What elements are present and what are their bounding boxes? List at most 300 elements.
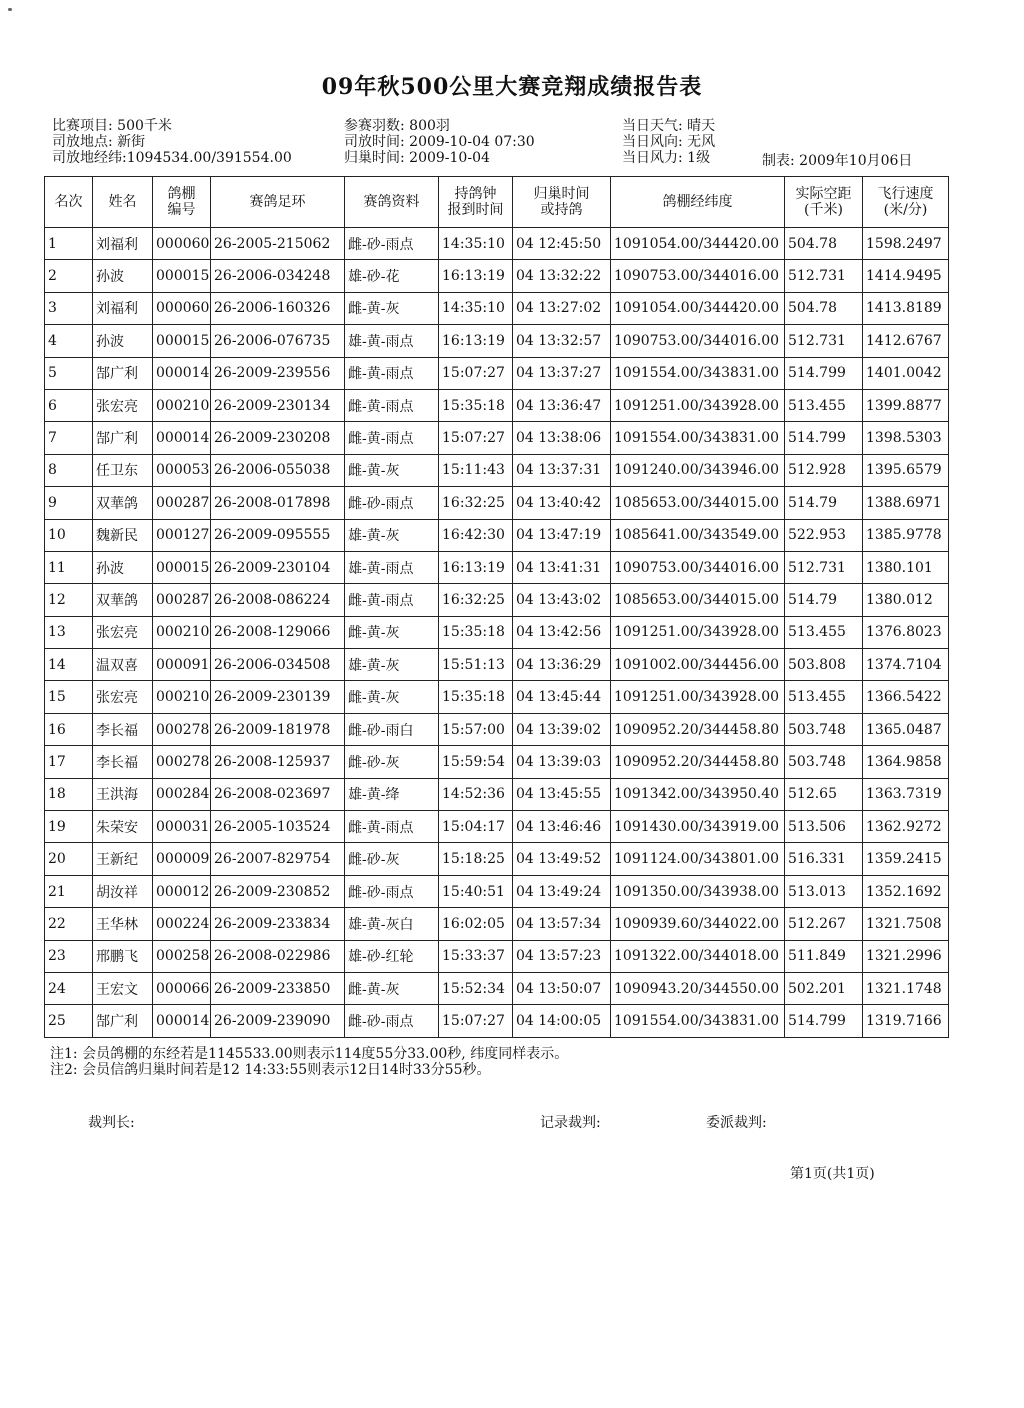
ring-cell: 26-2009-230208 [211, 422, 345, 454]
coordinates-cell: 1090939.60/344022.00 [611, 908, 785, 940]
loft-id-cell: 000287 [153, 487, 211, 519]
arrival-time-cell: 04 13:50:07 [513, 972, 611, 1004]
arrival-time-cell: 04 13:45:44 [513, 681, 611, 713]
loft-id-cell: 000224 [153, 908, 211, 940]
clock-time-cell: 15:35:18 [439, 389, 513, 421]
rank-cell: 7 [45, 422, 93, 454]
coordinates-cell: 1091240.00/343946.00 [611, 454, 785, 486]
name-cell: 孙波 [93, 325, 153, 357]
rank-cell: 2 [45, 260, 93, 292]
race-item: 比赛项目: 500千米 [52, 118, 172, 134]
distance-cell: 512.731 [785, 551, 863, 583]
coordinates-cell: 1090753.00/344016.00 [611, 260, 785, 292]
loft-id-cell: 000210 [153, 681, 211, 713]
loft-id-cell: 000014 [153, 422, 211, 454]
rank-cell: 10 [45, 519, 93, 551]
clock-time-cell: 16:13:19 [439, 325, 513, 357]
ring-cell: 26-2009-239090 [211, 1005, 345, 1037]
header-line: 赛鸽足环 [249, 194, 306, 210]
clock-time-cell: 14:52:36 [439, 778, 513, 810]
speed-cell: 1399.8877 [863, 389, 949, 421]
release-location: 司放地点: 新街 [52, 134, 146, 150]
table-row [45, 487, 949, 519]
clock-time-cell: 16:32:25 [439, 584, 513, 616]
loft-id-cell: 000127 [153, 519, 211, 551]
note-1: 注1: 会员鸽棚的东经若是1145533.00则表示114度55分33.00秒, 纬度同样表示。 [50, 1046, 569, 1062]
results-table [44, 176, 949, 1038]
name-cell: 双華鸽 [93, 584, 153, 616]
arrival-time-cell: 04 13:57:34 [513, 908, 611, 940]
clock-time-cell: 15:52:34 [439, 972, 513, 1004]
made-by-date: 制表: 2009年10月06日 [762, 153, 913, 169]
info-column-race [52, 118, 292, 166]
speed-cell: 1366.5422 [863, 681, 949, 713]
arrival-time-cell: 04 13:36:29 [513, 649, 611, 681]
header-rank [45, 177, 93, 228]
arrival-time-cell: 04 12:45:50 [513, 228, 611, 260]
clock-time-cell: 15:18:25 [439, 843, 513, 875]
speed-cell: 1385.9778 [863, 519, 949, 551]
distance-cell: 514.799 [785, 357, 863, 389]
bird-info-cell: 雌-黄-雨点 [345, 357, 439, 389]
coordinates-cell: 1091322.00/344018.00 [611, 940, 785, 972]
rank-cell: 12 [45, 584, 93, 616]
ring-cell: 26-2008-125937 [211, 746, 345, 778]
distance-cell: 512.928 [785, 454, 863, 486]
loft-id-cell: 000014 [153, 357, 211, 389]
header-line: 归巢时间 [533, 186, 590, 202]
name-cell: 张宏亮 [93, 616, 153, 648]
table-header-row [45, 177, 949, 228]
scan-speck [8, 8, 12, 11]
loft-id-cell: 000015 [153, 260, 211, 292]
bird-info-cell: 雌-砂-雨点 [345, 228, 439, 260]
name-cell: 任卫东 [93, 454, 153, 486]
rank-cell: 21 [45, 875, 93, 907]
distance-cell: 512.267 [785, 908, 863, 940]
clock-time-cell: 15:11:43 [439, 454, 513, 486]
name-cell: 朱荣安 [93, 811, 153, 843]
coordinates-cell: 1090952.20/344458.80 [611, 713, 785, 745]
loft-id-cell: 000053 [153, 454, 211, 486]
info-column-weather [622, 118, 715, 166]
distance-cell: 511.849 [785, 940, 863, 972]
speed-cell: 1401.0042 [863, 357, 949, 389]
coordinates-cell: 1090943.20/344550.00 [611, 972, 785, 1004]
arrival-time-cell: 04 13:49:52 [513, 843, 611, 875]
ring-cell: 26-2008-086224 [211, 584, 345, 616]
page-number: 第1页(共1页) [790, 1166, 875, 1182]
arrival-time-cell: 04 13:32:22 [513, 260, 611, 292]
distance-cell: 514.799 [785, 422, 863, 454]
loft-id-cell: 000278 [153, 746, 211, 778]
table-row [45, 940, 949, 972]
rank-cell: 8 [45, 454, 93, 486]
loft-id-cell: 000284 [153, 778, 211, 810]
loft-id-cell: 000060 [153, 228, 211, 260]
table-row [45, 454, 949, 486]
header-line: 编号 [167, 202, 196, 218]
ring-cell: 26-2008-129066 [211, 616, 345, 648]
distance-cell: 512.731 [785, 260, 863, 292]
table-row [45, 389, 949, 421]
loft-id-cell: 000012 [153, 875, 211, 907]
clock-time-cell: 15:07:27 [439, 357, 513, 389]
name-cell: 孙波 [93, 551, 153, 583]
loft-id-cell: 000066 [153, 972, 211, 1004]
bird-info-cell: 雄-黄-灰 [345, 519, 439, 551]
loft-id-cell: 000210 [153, 389, 211, 421]
distance-cell: 513.455 [785, 681, 863, 713]
arrival-time-cell: 04 13:36:47 [513, 389, 611, 421]
arrival-time-cell: 04 13:45:55 [513, 778, 611, 810]
name-cell: 刘福利 [93, 228, 153, 260]
header-line: (千米) [804, 202, 843, 218]
header-line: 飞行速度 [877, 186, 934, 202]
clock-time-cell: 14:35:10 [439, 228, 513, 260]
distance-cell: 503.808 [785, 649, 863, 681]
release-coordinates: 司放地经纬:1094534.00/391554.00 [52, 150, 292, 166]
loft-id-cell: 000287 [153, 584, 211, 616]
recording-referee-label: 记录裁判: [540, 1115, 601, 1131]
distance-cell: 514.79 [785, 584, 863, 616]
coordinates-cell: 1090753.00/344016.00 [611, 551, 785, 583]
clock-time-cell: 16:42:30 [439, 519, 513, 551]
header-loft-coordinates [611, 177, 785, 228]
clock-time-cell: 15:57:00 [439, 713, 513, 745]
loft-id-cell: 000091 [153, 649, 211, 681]
loft-id-cell: 000015 [153, 551, 211, 583]
loft-id-cell: 000210 [153, 616, 211, 648]
header-line: 鸽棚经纬度 [662, 194, 733, 210]
distance-cell: 512.65 [785, 778, 863, 810]
bird-info-cell: 雄-砂-花 [345, 260, 439, 292]
loft-id-cell: 000060 [153, 292, 211, 324]
ring-cell: 26-2005-103524 [211, 811, 345, 843]
rank-cell: 20 [45, 843, 93, 875]
name-cell: 张宏亮 [93, 389, 153, 421]
bird-info-cell: 雌-黄-雨点 [345, 584, 439, 616]
coordinates-cell: 1091054.00/344420.00 [611, 292, 785, 324]
coordinates-cell: 1091124.00/343801.00 [611, 843, 785, 875]
name-cell: 胡汝祥 [93, 875, 153, 907]
rank-cell: 18 [45, 778, 93, 810]
bird-info-cell: 雄-黄-灰 [345, 649, 439, 681]
bird-info-cell: 雄-黄-绛 [345, 778, 439, 810]
coordinates-cell: 1091002.00/344456.00 [611, 649, 785, 681]
rank-cell: 5 [45, 357, 93, 389]
bird-info-cell: 雌-砂-雨点 [345, 875, 439, 907]
rank-cell: 11 [45, 551, 93, 583]
header-ring-number [211, 177, 345, 228]
rank-cell: 15 [45, 681, 93, 713]
distance-cell: 503.748 [785, 713, 863, 745]
name-cell: 王新纪 [93, 843, 153, 875]
ring-cell: 26-2008-023697 [211, 778, 345, 810]
table-row [45, 584, 949, 616]
speed-cell: 1413.8189 [863, 292, 949, 324]
ring-cell: 26-2006-076735 [211, 325, 345, 357]
name-cell: 李长福 [93, 713, 153, 745]
name-cell: 王华林 [93, 908, 153, 940]
rank-cell: 4 [45, 325, 93, 357]
rank-cell: 16 [45, 713, 93, 745]
distance-cell: 504.78 [785, 292, 863, 324]
arrival-time-cell: 04 13:46:46 [513, 811, 611, 843]
clock-time-cell: 15:33:37 [439, 940, 513, 972]
rank-cell: 1 [45, 228, 93, 260]
table-row [45, 260, 949, 292]
name-cell: 孙波 [93, 260, 153, 292]
table-row [45, 875, 949, 907]
bird-info-cell: 雌-砂-雨点 [345, 487, 439, 519]
header-arrival-time [513, 177, 611, 228]
distance-cell: 513.455 [785, 616, 863, 648]
weather: 当日天气: 晴天 [622, 118, 716, 134]
coordinates-cell: 1091554.00/343831.00 [611, 1005, 785, 1037]
header-line: 赛鸽资料 [363, 194, 420, 210]
entry-count: 参赛羽数: 800羽 [344, 118, 450, 134]
speed-cell: 1395.6579 [863, 454, 949, 486]
clock-time-cell: 15:07:27 [439, 422, 513, 454]
header-line: 鸽棚 [167, 186, 196, 202]
report-title: 09年秋500公里大赛竞翔成绩报告表 [321, 74, 703, 100]
rank-cell: 6 [45, 389, 93, 421]
arrival-time-cell: 04 13:38:06 [513, 422, 611, 454]
loft-id-cell: 000031 [153, 811, 211, 843]
speed-cell: 1412.6767 [863, 325, 949, 357]
ring-cell: 26-2005-215062 [211, 228, 345, 260]
header-loft-id [153, 177, 211, 228]
arrival-time-cell: 04 13:39:03 [513, 746, 611, 778]
distance-cell: 504.78 [785, 228, 863, 260]
clock-time-cell: 15:07:27 [439, 1005, 513, 1037]
note-2: 注2: 会员信鸽归巢时间若是12 14:33:55则表示12日14时33分55秒。 [50, 1062, 491, 1078]
distance-cell: 503.748 [785, 746, 863, 778]
bird-info-cell: 雌-砂-雨白 [345, 713, 439, 745]
table-row [45, 811, 949, 843]
name-cell: 邢鹏飞 [93, 940, 153, 972]
ring-cell: 26-2009-181978 [211, 713, 345, 745]
rank-cell: 9 [45, 487, 93, 519]
rank-cell: 13 [45, 616, 93, 648]
coordinates-cell: 1091342.00/343950.40 [611, 778, 785, 810]
table-row [45, 422, 949, 454]
coordinates-cell: 1090753.00/344016.00 [611, 325, 785, 357]
bird-info-cell: 雌-砂-灰 [345, 746, 439, 778]
ring-cell: 26-2007-829754 [211, 843, 345, 875]
clock-time-cell: 16:13:19 [439, 551, 513, 583]
arrival-time-cell: 04 13:27:02 [513, 292, 611, 324]
wind-direction: 当日风向: 无风 [622, 134, 716, 150]
header-bird-info [345, 177, 439, 228]
speed-cell: 1365.0487 [863, 713, 949, 745]
header-line: 实际空距 [795, 186, 852, 202]
speed-cell: 1321.1748 [863, 972, 949, 1004]
loft-id-cell: 000258 [153, 940, 211, 972]
ring-cell: 26-2009-230852 [211, 875, 345, 907]
coordinates-cell: 1091251.00/343928.00 [611, 389, 785, 421]
clock-time-cell: 15:35:18 [439, 616, 513, 648]
loft-id-cell: 000278 [153, 713, 211, 745]
arrival-time-cell: 04 13:47:19 [513, 519, 611, 551]
name-cell: 李长福 [93, 746, 153, 778]
name-cell: 魏新民 [93, 519, 153, 551]
ring-cell: 26-2006-034248 [211, 260, 345, 292]
arrival-time-cell: 04 14:00:05 [513, 1005, 611, 1037]
ring-cell: 26-2006-160326 [211, 292, 345, 324]
ring-cell: 26-2009-230104 [211, 551, 345, 583]
ring-cell: 26-2008-017898 [211, 487, 345, 519]
rank-cell: 3 [45, 292, 93, 324]
rank-cell: 24 [45, 972, 93, 1004]
ring-cell: 26-2009-230134 [211, 389, 345, 421]
header-speed [863, 177, 949, 228]
speed-cell: 1414.9495 [863, 260, 949, 292]
arrival-time-cell: 04 13:32:57 [513, 325, 611, 357]
coordinates-cell: 1085641.00/343549.00 [611, 519, 785, 551]
rank-cell: 17 [45, 746, 93, 778]
bird-info-cell: 雌-砂-雨点 [345, 1005, 439, 1037]
bird-info-cell: 雌-黄-灰 [345, 681, 439, 713]
header-line: (米/分) [883, 202, 928, 218]
speed-cell: 1388.6971 [863, 487, 949, 519]
speed-cell: 1364.9858 [863, 746, 949, 778]
name-cell: 郜广利 [93, 422, 153, 454]
distance-cell: 513.455 [785, 389, 863, 421]
clock-time-cell: 15:51:13 [439, 649, 513, 681]
arrival-time-cell: 04 13:57:23 [513, 940, 611, 972]
name-cell: 张宏亮 [93, 681, 153, 713]
distance-cell: 514.79 [785, 487, 863, 519]
bird-info-cell: 雌-黄-雨点 [345, 811, 439, 843]
header-name [93, 177, 153, 228]
header-distance [785, 177, 863, 228]
table-row [45, 551, 949, 583]
rank-cell: 14 [45, 649, 93, 681]
ring-cell: 26-2006-034508 [211, 649, 345, 681]
table-row [45, 843, 949, 875]
header-line: 姓名 [108, 194, 137, 210]
distance-cell: 514.799 [785, 1005, 863, 1037]
table-row [45, 325, 949, 357]
name-cell: 郜广利 [93, 1005, 153, 1037]
clock-time-cell: 15:35:18 [439, 681, 513, 713]
table-row [45, 1005, 949, 1037]
rank-cell: 22 [45, 908, 93, 940]
coordinates-cell: 1085653.00/344015.00 [611, 487, 785, 519]
table-row [45, 292, 949, 324]
info-column-release [344, 118, 535, 166]
bird-info-cell: 雌-黄-灰 [345, 292, 439, 324]
clock-time-cell: 16:02:05 [439, 908, 513, 940]
bird-info-cell: 雄-黄-雨点 [345, 325, 439, 357]
release-time: 司放时间: 2009-10-04 07:30 [344, 134, 535, 150]
name-cell: 刘福利 [93, 292, 153, 324]
chief-referee-label: 裁判长: [88, 1115, 135, 1131]
table-row [45, 681, 949, 713]
coordinates-cell: 1091251.00/343928.00 [611, 616, 785, 648]
speed-cell: 1363.7319 [863, 778, 949, 810]
arrival-time-cell: 04 13:41:31 [513, 551, 611, 583]
arrival-time-cell: 04 13:42:56 [513, 616, 611, 648]
speed-cell: 1380.101 [863, 551, 949, 583]
clock-time-cell: 15:04:17 [439, 811, 513, 843]
table-row [45, 519, 949, 551]
header-line: 报到时间 [447, 202, 504, 218]
rank-cell: 19 [45, 811, 93, 843]
coordinates-cell: 1091554.00/343831.00 [611, 422, 785, 454]
table-row [45, 908, 949, 940]
clock-time-cell: 16:32:25 [439, 487, 513, 519]
name-cell: 王洪海 [93, 778, 153, 810]
arrival-time-cell: 04 13:37:27 [513, 357, 611, 389]
loft-id-cell: 000015 [153, 325, 211, 357]
clock-time-cell: 16:13:19 [439, 260, 513, 292]
table-row [45, 778, 949, 810]
speed-cell: 1376.8023 [863, 616, 949, 648]
ring-cell: 26-2006-055038 [211, 454, 345, 486]
coordinates-cell: 1091554.00/343831.00 [611, 357, 785, 389]
table-row [45, 616, 949, 648]
bird-info-cell: 雌-黄-雨点 [345, 389, 439, 421]
speed-cell: 1321.2996 [863, 940, 949, 972]
distance-cell: 513.506 [785, 811, 863, 843]
arrival-time-cell: 04 13:39:02 [513, 713, 611, 745]
bird-info-cell: 雄-黄-灰白 [345, 908, 439, 940]
speed-cell: 1321.7508 [863, 908, 949, 940]
arrival-time-cell: 04 13:40:42 [513, 487, 611, 519]
speed-cell: 1374.7104 [863, 649, 949, 681]
table-row [45, 746, 949, 778]
table-row [45, 228, 949, 260]
name-cell: 温双喜 [93, 649, 153, 681]
ring-cell: 26-2009-230139 [211, 681, 345, 713]
header-clock-time [439, 177, 513, 228]
name-cell: 双華鸽 [93, 487, 153, 519]
speed-cell: 1352.1692 [863, 875, 949, 907]
coordinates-cell: 1085653.00/344015.00 [611, 584, 785, 616]
speed-cell: 1359.2415 [863, 843, 949, 875]
ring-cell: 26-2009-095555 [211, 519, 345, 551]
arrival-time-cell: 04 13:37:31 [513, 454, 611, 486]
name-cell: 王宏文 [93, 972, 153, 1004]
coordinates-cell: 1091430.00/343919.00 [611, 811, 785, 843]
ring-cell: 26-2008-022986 [211, 940, 345, 972]
bird-info-cell: 雄-黄-雨点 [345, 551, 439, 583]
bird-info-cell: 雌-黄-灰 [345, 972, 439, 1004]
speed-cell: 1319.7166 [863, 1005, 949, 1037]
bird-info-cell: 雌-黄-雨点 [345, 422, 439, 454]
table-row [45, 713, 949, 745]
arrival-time-cell: 04 13:43:02 [513, 584, 611, 616]
coordinates-cell: 1091054.00/344420.00 [611, 228, 785, 260]
rank-cell: 25 [45, 1005, 93, 1037]
clock-time-cell: 15:59:54 [439, 746, 513, 778]
header-line: 名次 [54, 194, 83, 210]
header-line: 或持鸽 [540, 202, 583, 218]
distance-cell: 513.013 [785, 875, 863, 907]
distance-cell: 502.201 [785, 972, 863, 1004]
ring-cell: 26-2009-233850 [211, 972, 345, 1004]
table-body [45, 228, 949, 1038]
table-row [45, 972, 949, 1004]
assigned-referee-label: 委派裁判: [706, 1115, 767, 1131]
speed-cell: 1362.9272 [863, 811, 949, 843]
loft-id-cell: 000009 [153, 843, 211, 875]
ring-cell: 26-2009-239556 [211, 357, 345, 389]
table-row [45, 649, 949, 681]
